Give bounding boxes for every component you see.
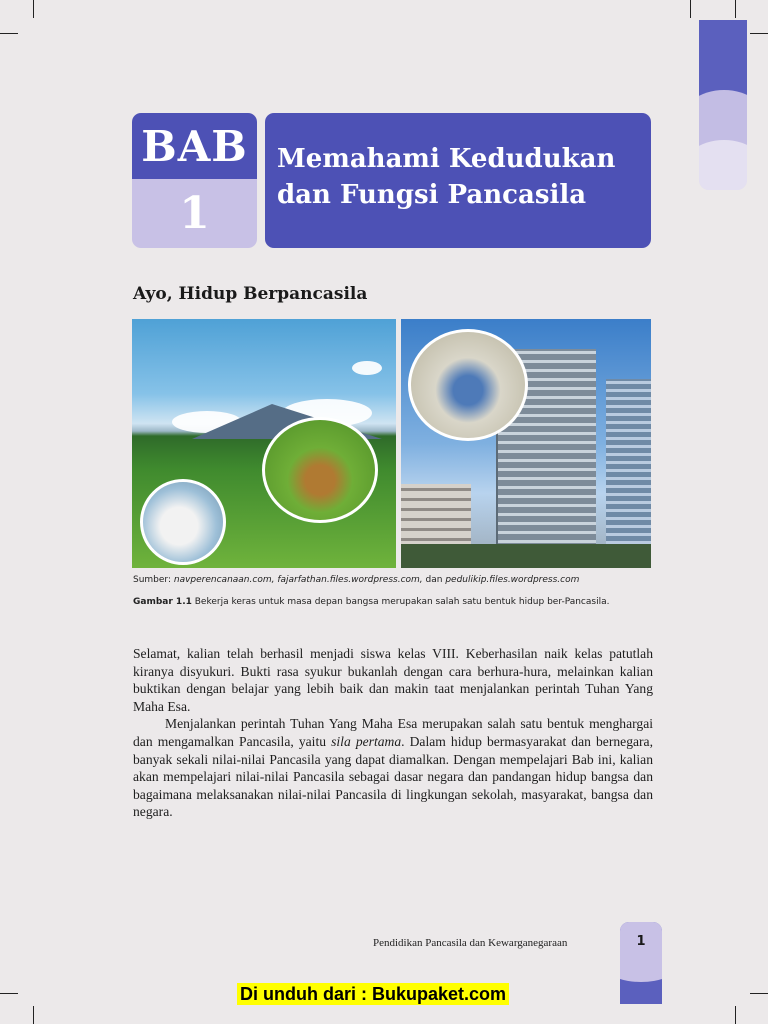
crop-mark bbox=[33, 0, 34, 18]
figure-caption-label: Gambar 1.1 bbox=[133, 597, 192, 607]
figure-caption bbox=[133, 595, 633, 609]
paragraph-1: Selamat, kalian telah berhasil menjadi siswa kelas VIII. Keberhasilan naik kelas patutlah kiranya disyukuri. Bukti rasa syukur bukanlah dengan cara berhura-hura, melainkan kalian buktikan dengan belajar yang lebih baik dan makin taat menjalankan perintah Tuhan Yang Maha Esa. bbox=[133, 646, 653, 714]
crop-mark bbox=[735, 0, 736, 18]
body-text bbox=[133, 645, 653, 821]
download-source-banner: Di unduh dari : Bukupaket.com bbox=[237, 983, 509, 1005]
footer-book-title: Pendidikan Pancasila dan Kewarganegaraan bbox=[373, 937, 568, 949]
chapter-title-line2: dan Fungsi Pancasila bbox=[277, 180, 587, 210]
paragraph-2: Menjalankan perintah Tuhan Yang Maha Esa merupakan salah satu bentuk menghargai dan mengamalkan Pancasila, yaitu sila pertama. Dalam hidup bermasyarakat dan bernegara, banyak sekali nilai-nilai Pancasila yang dapat diamalkan. Dengan mempelajari Bab ini, kalian akan mempelajari nilai-nilai Pancasila sebagai dasar negara dan pandangan hidup bangsa dan bagaimana melaksanakan nilai-nilai Pancasila di lingkungan sekolah, masyarakat, bangsa dan negara. bbox=[133, 716, 653, 820]
chapter-title bbox=[265, 113, 651, 248]
chapter-title-line1: Memahami Kedudukan bbox=[277, 144, 616, 174]
crop-mark bbox=[0, 33, 18, 34]
chapter-label: BAB bbox=[132, 113, 257, 179]
crop-mark bbox=[0, 993, 18, 994]
chapter-number: 1 bbox=[132, 179, 257, 248]
photo-office-building bbox=[401, 319, 651, 568]
photo-inset-tractor bbox=[262, 417, 378, 523]
photo-inset-office-worker bbox=[408, 329, 528, 441]
page-number: 1 bbox=[636, 934, 646, 949]
figure-source: Sumber: navperencanaan.com, fajarfathan.files.wordpress.com, dan pedulikip.files.wordpress.com bbox=[133, 575, 580, 585]
crop-mark bbox=[690, 0, 691, 18]
crop-mark bbox=[750, 993, 768, 994]
crop-mark bbox=[735, 1006, 736, 1024]
crop-mark bbox=[750, 33, 768, 34]
figure-caption-text: Bekerja keras untuk masa depan bangsa merupakan salah satu bentuk hidup ber-Pancasila. bbox=[191, 597, 610, 607]
section-heading: Ayo, Hidup Berpancasila bbox=[133, 284, 368, 304]
crop-mark bbox=[33, 1006, 34, 1024]
chapter-number-box bbox=[132, 113, 257, 248]
photo-rice-field bbox=[132, 319, 396, 568]
photo-inset-farmers bbox=[140, 479, 226, 565]
chapter-side-tab bbox=[699, 20, 747, 190]
page-number-tab bbox=[620, 922, 662, 1004]
